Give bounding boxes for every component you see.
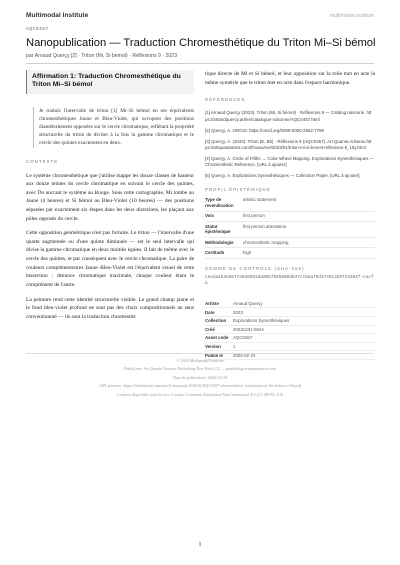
table-value: chromesthetic mapping xyxy=(243,237,375,247)
table-key: Collection xyxy=(205,317,233,326)
table-value: Arnaud Querçy xyxy=(233,300,375,308)
epistemic-table xyxy=(205,196,375,259)
footer-copyright: © 2026 Multimodal Institute xyxy=(176,358,224,363)
table-row xyxy=(205,317,375,326)
footer-divider xyxy=(26,353,374,354)
table-value: first person xyxy=(243,211,375,221)
table-row xyxy=(205,300,375,308)
table-key: Méthodologie xyxy=(205,237,243,247)
table-row xyxy=(205,342,375,351)
table-key: Version xyxy=(205,342,233,351)
brand-site: multimodal.institute xyxy=(329,13,374,19)
table-row xyxy=(205,211,375,221)
epistemic-label: PROFIL ÉPISTÉMIQUE xyxy=(205,186,271,192)
table-value: artistic statement xyxy=(243,196,375,212)
table-row xyxy=(205,196,375,212)
context-paragraph-2: Cette opposition géométrique n'est pas fortuite. Le triton — l'intervalle d'une quarte augmentée ou d'une quinte diminuée — est le seul intervalle qui divise la gamme chromatique en deux moitiés égales. Il fait de même avec le cercle des quintes, et par conséquent avec le cercle chromatique. La paire de couleurs complémentaires Jaune–Bleu-Violet est l'équivalent visuel de cette bissection : distance chromatique maximale, chaque couleur étant le complément de l'autre. xyxy=(26,230,194,288)
table-key: Publié le xyxy=(205,351,233,360)
table-row xyxy=(205,221,375,237)
affirmation-quote: Je traduis l'intervalle de triton [1] Mi–Si bémol en ses équivalents chromesthétiques Jaune et Bleu-Violet, qui occupent des positions diamétralement opposées sur le cercle chromatique, reflétant la propriété structurelle du triton de diviser à la fois la gamme chromatique et le cercle des quintes exactement en deux. xyxy=(33,107,194,148)
footer xyxy=(26,357,374,399)
footer-publisher[interactable]: Publié par: Art Quanta Artiseus Publishing New York LLC — publishing.artquantamira.com xyxy=(123,366,277,372)
table-value: high xyxy=(243,248,375,258)
header-divider xyxy=(26,63,374,64)
left-column xyxy=(26,70,194,321)
reference-item[interactable]: [2] Querçy, A. ORCID: https://orcid.org/0009-0000-2662-7790 xyxy=(205,127,325,133)
table-key: Date xyxy=(205,308,233,317)
references-list xyxy=(205,110,375,179)
table-value: Explorations Synesthésiques xyxy=(233,317,375,326)
table-row xyxy=(205,248,375,258)
references-label: RÉFÉRENCES xyxy=(205,97,246,103)
brand-name: Multimodal Institute xyxy=(26,12,89,19)
context-paragraph-1: Le système chromesthétique que j'utilise mappe les douze classes de hauteur aux douze teintes du cercle chromatique en suivant le cercle des quintes, avec Do ancrant le système au Rouge. Sous cette cartographie, Mi tombe au Jaune (4 heures) et Si bémol au Bleu-Violet (10 heures) — des positions séparées par exactement six étapes dans les deux directions, les plaçant aux pôles opposés du cercle. xyxy=(26,172,194,222)
footer-url[interactable]: URL pérenne: https://multimodal.institute/fr/nanopub/2026/02/AQC0457-chromesthetic-translation-of-the-tritone-e-bb.pdf xyxy=(99,383,301,389)
table-key: Artiste xyxy=(205,300,233,308)
checksum-label: SOMME DE CONTRÔLE (SHA-256) xyxy=(205,265,305,271)
right-column xyxy=(205,70,375,360)
table-row xyxy=(205,237,375,247)
table-row xyxy=(205,334,375,343)
affirmation-box xyxy=(26,70,194,94)
reference-item[interactable]: [4] Querçy, A. Circle of Fifths → Color Wheel Mapping. Explorations Synesthésiques — Chromesthetic Reference. [URL à ajouter] xyxy=(205,155,375,168)
byline: par Arnaud Querçy [2] · Triton (Mi, Si bémol) · Réflexions 9 · 2023 xyxy=(26,53,178,59)
footer-date: Date de publication: 2026-02-24 xyxy=(172,374,227,380)
context-paragraph-3: La peinture rend cette identité structurelle visible. Le grand champ jaune et le fond bleu-violet profond ne sont pas des choix compositionnels au sens conventionnel — ils sont la traduction chromesthé xyxy=(26,296,194,320)
table-row xyxy=(205,308,375,317)
context-paragraph-4: tique directe de Mi et Si bémol, et leur opposition sur la toile met en acte la même symétrie que le triton met en acte dans l'espace harmonique. xyxy=(205,71,375,86)
affirmation-title: Affirmation 1: Traduction Chromesthétique du Triton Mi–Si bémol xyxy=(32,73,181,89)
table-key: Créé xyxy=(205,325,233,334)
page-number: 1 xyxy=(198,541,202,548)
table-key: Certitude xyxy=(205,248,243,258)
table-value: 1 xyxy=(233,342,375,351)
footer-license: Contenu disponible sous licence Creative Commons Attribution-NonCommercial 4.0 (CC BY-NC 4.0) xyxy=(116,391,284,397)
table-value: 2023 xyxy=(233,308,375,317)
page-title: Nanopublication — Traduction Chromesthétique du Triton Mi–Si bémol xyxy=(26,37,376,49)
checksum-value: ceeda153e8b77a5a6b03da96b7b65809d637cc9aa79d37e81320723384f-cecfa xyxy=(205,274,374,287)
table-value: 2026-02-24 xyxy=(233,351,375,360)
top-bar xyxy=(26,12,374,19)
reference-item[interactable]: [3] Querçy, A. (2023). Triton (E, Bb) · Réflexions 9 (AQC0457). Art Quanta Artiseus.htt ps://artquantamira.com/fr/oeuvres/2023/01/triton-mi-si-bemol-reflexions-9_15y.html xyxy=(205,138,372,150)
context-label: CONTEXTE xyxy=(26,158,59,164)
table-key: Type de revendication xyxy=(205,196,243,212)
reference-item[interactable]: [1] Arnaud Querçy (2023). Triton (Mi, Si bémol) · Réflexions 9 — Catalog raisonné. htt ps://artandquercy.art/en/catalogue-raisonne/AQC0457.html xyxy=(205,110,372,122)
table-value: first person attestation xyxy=(243,221,375,237)
table-value: 20231231-0644 xyxy=(233,325,375,334)
asset-code: AQC0457 xyxy=(26,27,49,32)
table-value: AQC0457 xyxy=(233,334,375,343)
table-key: Statut épistémique xyxy=(205,221,243,237)
table-key: Voix xyxy=(205,211,243,221)
table-row xyxy=(205,325,375,334)
table-key: Asset code xyxy=(205,334,233,343)
asset-meta-table xyxy=(205,300,375,360)
reference-item[interactable]: [5] Querçy, A. Explorations Synesthésiques — Collection Paper. [URL à ajouter] xyxy=(205,173,360,179)
